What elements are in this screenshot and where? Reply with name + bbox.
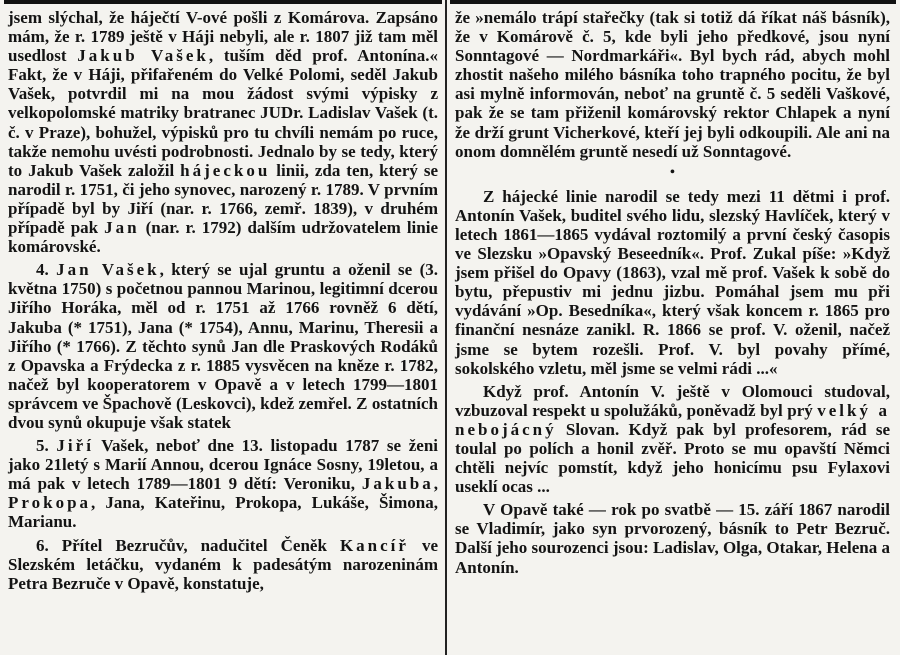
name-jakub-vasek: Jakub Vašek (77, 46, 209, 66)
top-rule-right (450, 0, 896, 4)
section-separator: • (670, 164, 675, 180)
left-paragraph-3: 5. Jiří Vašek, neboť dne 13. listopadu 1787 se ženi jako 21letý s Marií Annou, dcerou Ignáce Sosny, 19letou, a má pak v letech 1789—1801 9 dětí: Veroniku, Jakuba, Prokopa, Jana, Kateřinu, Prokopa, Lukáše, Šimona, Marianu. (8, 436, 439, 532)
name-jakuba: Jakuba (361, 474, 434, 494)
column-divider (445, 0, 447, 655)
top-rule-left (4, 0, 442, 4)
right-paragraph-2: Z hájecké linie narodil se tedy mezi 11 dětmi i prof. Antonín Vašek, buditel svého lidu, slezský Havlíček, který v letech 1861—1865 vydával roztomilý a první český časopis ve Slezsku »Opavský Beseedník«. Prof. Zukal píše: »Když jsem přišel do Opavy (1863), vzal mě prof. Vašek k sobě do bytu, přepustiv mi jednu jizbu. Pomáhal jsem mu při vydávání »Op. Besedníka«, který však koncem r. 1865 pro finanční nesnáze zanikl. R. 1866 se prof. V. oženil, načež jsme se bytem rozešli. Prof. V. byl povahy přímé, sokolského vzletu, měl jsme se velmi rádi ...« (455, 186, 890, 378)
left-paragraph-1: jsem slýchal, že háječtí V-ové pošli z Komárova. Zapsáno mám, že r. 1789 ještě v Háji nebyli, ale r. 1807 již tam měl usedlost Jakub Vašek, tuším děd prof. Antonína.« Fakt, že v Háji, přifařeném do Velké Polomi, seděl Jakub Vašek, potvrdil mi na mou žádost svými výpisky z velkopolomské matriky bratranec JUDr. Ladislav Vašek (t. č. v Praze), bohužel, výpisků pro tu chvíli nemám po ruce, takže nemohu uvésti podrobnosti. Jednalo by se tedy, který to Jakub Vašek založil hájeckou linii, zda ten, který se narodil r. 1751, či jeho synovec, narozený r. 1789. V prvním případě byl by Jiří (nar. r. 1766, zemř. 1839), v druhém případě pak Jan (nar. r. 1792) dalším udržovatelem linie komárovské. (8, 8, 438, 257)
left-column (8, 8, 438, 593)
right-column (455, 8, 890, 577)
name-jiri: Jiří (56, 436, 94, 456)
right-paragraph-3: Když prof. Antonín V. ještě v Olomouci studoval, vzbuzoval respekt u spolužáků, poněvadž byl prý velký a nebojácný Slovan. Když pak byl profesorem, rád se toulal po polích a honil zvěř. Proto se mu opavští Němci chtěli nejvíc pomstít, když jeho honicímu psu Fylaxovi useklí ocas ... (455, 381, 890, 497)
name-jan: Jan (104, 218, 140, 238)
right-paragraph-4: V Opavě také — rok po svatbě — 15. září 1867 narodil se Vladimír, jako syn prvorozený, básník to Petr Bezruč. Další jeho sourozenci jsou: Ladislav, Olga, Otakar, Helena a Antonín. (455, 500, 890, 577)
name-jan-vasek: Jan Vašek (56, 260, 160, 280)
name-prokopa: Prokopa (8, 493, 92, 513)
left-paragraph-4: 6. Přítel Bezručův, nadučitel Čeněk Kancíř ve Slezském letáčku, vydaném k padesátým narozeninám Petra Bezruče v Opavě, konstatuje, (8, 535, 439, 593)
phrase-velky-a-nebojacny: velký a nebojácný (455, 400, 890, 439)
word-hajeckou: hájeckou (180, 160, 271, 180)
right-paragraph-1: že »nemálo trápí stařečky (tak si totiž dá říkat náš básník), že v Komárově č. 5, kde byli jeho předkové, jsou nyní Sonntagové — Nordmarkáři«. Byl bych rád, abych mohl zhostit našeho milého básníka toho trapného pocitu, že byl asi mylně informován, neboť na gruntě č. 5 seděli Vaškové, pak že se tam přiženil komárovský rektor Chlapek a nyní že drží grunt Vicherkové, kteří jej byli odkoupili. Ale ani na onom domnělém gruntě nesedí už Sonntagové. (455, 8, 890, 161)
name-kancir: Kancíř (339, 535, 409, 555)
left-paragraph-2: 4. Jan Vašek, který se ujal gruntu a oženil se (3. května 1750) s početnou pannou Marinou, legitimní dcerou Jiřího Horáka, měl od r. 1751 až 1766 rovněž 6 dětí, Jakuba (* 1751), Jana (* 1754), Annu, Marinu, Theresii a Jiřího (* 1766). Z těchto synů Jan dle Praskových Rodáků z Opavska a Frýdecka z r. 1885 vysvěcen na kněze r. 1782, načež byl kooperatorem v Opavě a v letech 1799—1801 správcem ve Špachově (Leskovci), kdež zemřel. Z ostatních dvou synů okupuje však statek (8, 260, 439, 432)
